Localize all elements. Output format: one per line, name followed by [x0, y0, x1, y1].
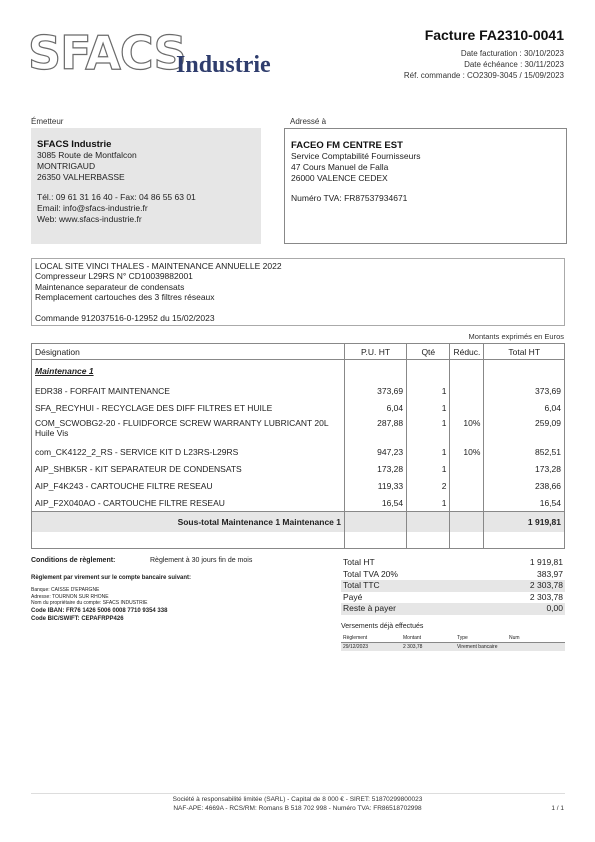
payment-conditions-value: Règlement à 30 jours fin de mois — [150, 557, 253, 564]
total-ht-row — [341, 557, 565, 569]
company-logo — [28, 26, 288, 84]
total-value: 2 303,78 — [529, 591, 563, 602]
row-designation: com_CK4122_2_RS - SERVICE KIT D L23RS-L29RS — [32, 443, 345, 460]
footer-legal-2: NAF-APE: 4669A - RCS/RM: Romans B 518 702 998 - Numéro TVA: FR86518702998 — [173, 804, 422, 812]
row-quantity: 1 — [407, 494, 450, 512]
total-value: 383,97 — [537, 568, 563, 579]
recipient-name: FACEO FM CENTRE EST — [291, 140, 403, 151]
row-discount: 10% — [450, 443, 484, 460]
total-label: Total TVA 20% — [343, 568, 398, 579]
issuer-box — [31, 128, 261, 244]
logo-suffix: Industrie — [176, 52, 271, 78]
recipient-box — [284, 128, 567, 244]
info-line — [35, 303, 561, 313]
table-row — [32, 460, 565, 477]
invoice-date: Date facturation : 30/10/2023 — [460, 49, 564, 58]
transfer-title: Règlement par virement sur le compte bancaire suivant: — [31, 575, 192, 581]
row-quantity: 1 — [407, 460, 450, 477]
payment-amount: 2 303,78 — [403, 644, 423, 650]
payment-date: 29/12/2023 — [343, 644, 369, 650]
currency-note: Montants exprimés en Euros — [468, 332, 564, 341]
recipient-address-3: 26000 VALENCE CEDEX — [291, 173, 388, 183]
row-discount: 10% — [450, 416, 484, 443]
subtotal-value: 1 919,81 — [484, 512, 565, 533]
row-total: 259,09 — [484, 416, 565, 443]
total-paid-row — [341, 592, 565, 604]
row-designation-line2: Huile Vis — [35, 428, 69, 438]
payments-col-num: Num — [509, 635, 520, 641]
invoice-meta — [404, 48, 564, 81]
row-designation: AIP_F2X040AO - CARTOUCHE FILTRE RESEAU — [32, 494, 345, 512]
issuer-address-3: 26350 VALHERBASSE — [37, 172, 125, 182]
payments-col-date: Règlement — [343, 635, 368, 641]
row-designation — [32, 416, 345, 443]
row-quantity: 1 — [407, 382, 450, 399]
row-unit-price: 16,54 — [345, 494, 407, 512]
iban: Code IBAN: FR76 1426 5006 0008 7710 9354 338 — [31, 607, 168, 614]
row-designation: SFA_RECYHUI - RECYCLAGE DES DIFF FILTRES ET HUILE — [32, 399, 345, 416]
invoice-title: Facture FA2310-0041 — [424, 27, 564, 43]
payments-header-row — [341, 634, 565, 643]
bank-address: Adresse: TOURNON SUR RHONE — [31, 593, 109, 600]
issuer-website[interactable]: Web: www.sfacs-industrie.fr — [37, 214, 142, 224]
row-total: 373,69 — [484, 382, 565, 399]
row-discount — [450, 460, 484, 477]
issuer-email[interactable]: Email: info@sfacs-industrie.fr — [37, 203, 148, 213]
info-line: Compresseur L29RS N° CD10039882001 — [35, 271, 193, 282]
row-unit-price: 119,33 — [345, 477, 407, 494]
subtotal-label: Sous-total Maintenance 1 Maintenance 1 — [32, 512, 345, 533]
payment-info — [31, 557, 321, 623]
table-row — [32, 416, 565, 443]
order-reference: Réf. commande : CO2309-3045 / 15/09/2023 — [403, 71, 564, 80]
row-designation: EDR38 - FORFAIT MAINTENANCE — [32, 382, 345, 399]
total-label: Payé — [343, 591, 363, 602]
issuer-address-2: MONTRIGAUD — [37, 161, 96, 171]
row-total: 238,66 — [484, 477, 565, 494]
row-unit-price: 287,88 — [345, 416, 407, 443]
row-discount — [450, 382, 484, 399]
section-row — [32, 360, 565, 383]
row-total: 16,54 — [484, 494, 565, 512]
row-designation: AIP_SHBK5R - KIT SEPARATEUR DE CONDENSATS — [32, 460, 345, 477]
row-discount — [450, 494, 484, 512]
row-total: 173,28 — [484, 460, 565, 477]
col-designation: Désignation — [32, 344, 345, 360]
row-unit-price: 947,23 — [345, 443, 407, 460]
section-title: Maintenance 1 — [32, 360, 345, 383]
remaining-row — [341, 603, 565, 615]
subtotal-row — [32, 512, 565, 533]
row-unit-price: 6,04 — [345, 399, 407, 416]
issuer-label: Émetteur — [31, 117, 64, 126]
footer — [0, 796, 595, 813]
info-line: Remplacement cartouches des 3 filtres réseaux — [35, 292, 215, 303]
info-line: Maintenance separateur de condensats — [35, 281, 185, 292]
footer-divider — [31, 793, 565, 794]
row-quantity: 1 — [407, 443, 450, 460]
total-ttc-row — [341, 580, 565, 592]
total-value: 1 919,81 — [529, 557, 563, 567]
total-label: Reste à payer — [343, 603, 396, 613]
row-quantity: 2 — [407, 477, 450, 494]
issuer-address-1: 3085 Route de Montfalcon — [37, 150, 137, 160]
row-designation: AIP_F4K243 - CARTOUCHE FILTRE RESEAU — [32, 477, 345, 494]
row-total: 852,51 — [484, 443, 565, 460]
row-quantity: 1 — [407, 416, 450, 443]
footer-legal-1: Société à responsabilité limitée (SARL) - Capital de 8 000 € - SIRET: 51870299800023 — [172, 796, 423, 803]
payments-done — [341, 623, 565, 651]
logo-brand: SFACS — [28, 26, 186, 80]
bank-name: Banque: CAISSE D'EPARGNE — [31, 587, 100, 593]
blank-row — [32, 532, 565, 549]
recipient-vat: Numéro TVA: FR87537934671 — [291, 193, 408, 203]
col-total: Total HT — [484, 344, 565, 360]
table-row — [32, 399, 565, 416]
payment-type: Virement bancaire — [457, 644, 498, 650]
total-value: 0,00 — [546, 603, 563, 613]
recipient-address-2: 47 Cours Manuel de Falla — [291, 162, 389, 172]
table-row — [32, 494, 565, 512]
table-row — [32, 382, 565, 399]
table-row — [32, 477, 565, 494]
invoice-lines-table — [31, 343, 565, 549]
account-owner: Nom du propriétaire du compte: SFACS INDUSTRIE — [31, 600, 148, 606]
total-label: Total HT — [343, 557, 375, 567]
table-header-row — [32, 344, 565, 360]
total-label: Total TTC — [343, 580, 380, 590]
row-unit-price: 373,69 — [345, 382, 407, 399]
recipient-address-1: Service Comptabilité Fournisseurs — [291, 151, 421, 161]
bic-swift: Code BIC/SWIFT: CEPAFRPP426 — [31, 615, 124, 622]
order-info-box — [31, 258, 565, 326]
total-vat-row — [341, 569, 565, 581]
recipient-label: Adressé à — [290, 117, 327, 126]
invoice-due-date: Date échéance : 30/11/2023 — [464, 60, 564, 69]
totals-block — [341, 557, 565, 615]
table-row — [32, 443, 565, 460]
order-number: Commande 912037516-0-12952 du 15/02/2023 — [35, 313, 215, 324]
page-number: 1 / 1 — [551, 805, 564, 812]
row-quantity: 1 — [407, 399, 450, 416]
payments-row — [341, 643, 565, 651]
row-designation-line1: COM_SCWOBG2-20 - FLUIDFORCE SCREW WARRANTY LUBRICANT 20L — [35, 418, 329, 428]
col-unit-price: P.U. HT — [345, 344, 407, 360]
col-discount: Réduc. — [450, 344, 484, 360]
total-value: 2 303,78 — [529, 580, 563, 590]
row-unit-price: 173,28 — [345, 460, 407, 477]
row-discount — [450, 399, 484, 416]
payments-done-title: Versements déjà effectués — [341, 623, 424, 630]
payments-col-type: Type — [457, 635, 468, 641]
row-total: 6,04 — [484, 399, 565, 416]
issuer-name: SFACS Industrie — [37, 139, 112, 150]
col-quantity: Qté — [407, 344, 450, 360]
info-line: LOCAL SITE VINCI THALES - MAINTENANCE ANNUELLE 2022 — [35, 261, 282, 271]
issuer-phone-fax: Tél.: 09 61 31 16 40 - Fax: 04 86 55 63 01 — [37, 192, 196, 202]
payments-col-amount: Montant — [403, 635, 422, 641]
row-discount — [450, 477, 484, 494]
payment-conditions-label: Conditions de règlement: — [31, 557, 116, 564]
